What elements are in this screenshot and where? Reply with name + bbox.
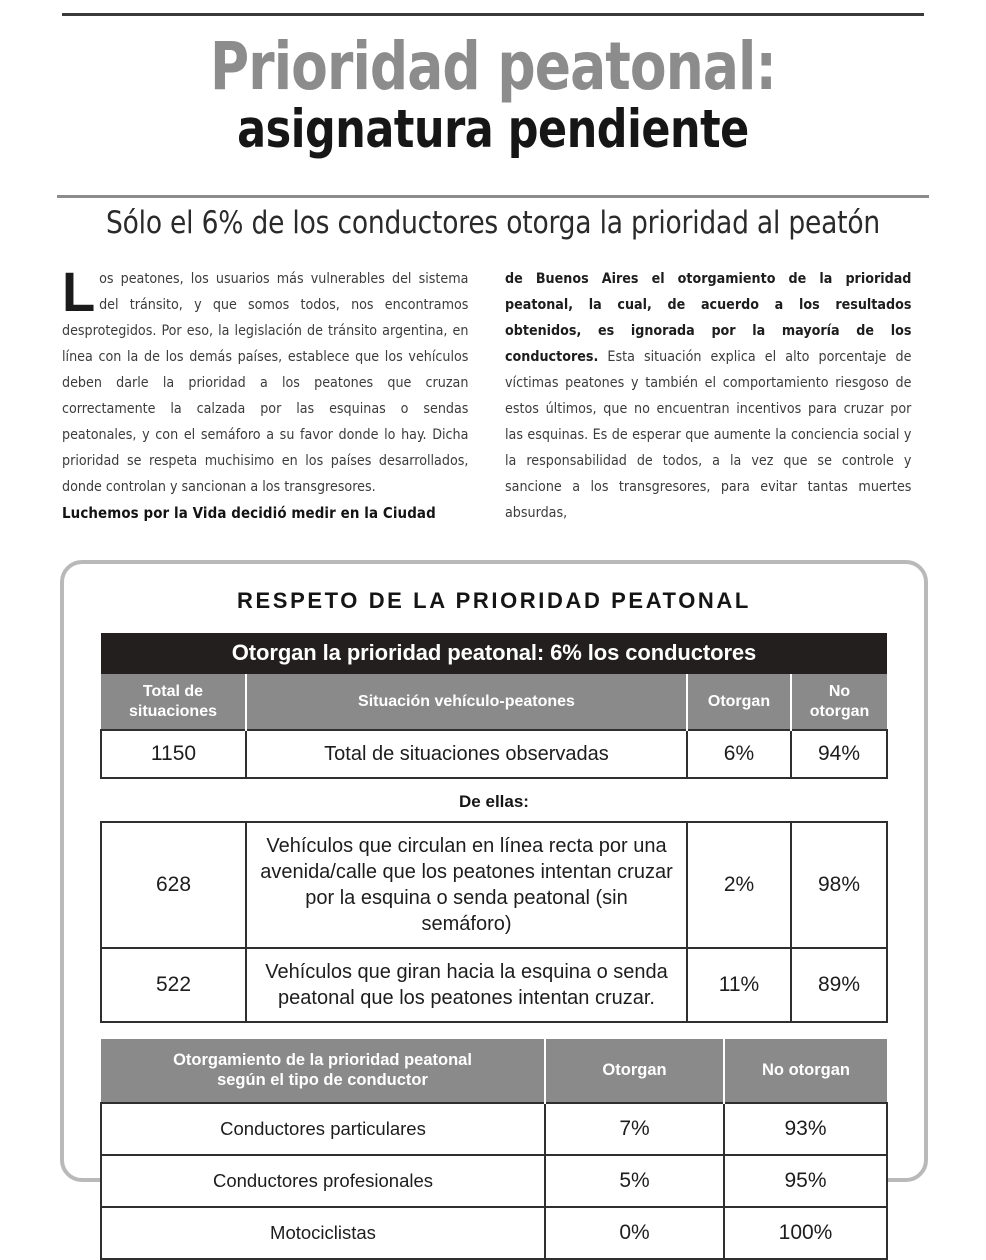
cell-situacion: Total de situaciones observadas bbox=[246, 730, 687, 778]
cell-otorgan: 5% bbox=[545, 1155, 724, 1207]
header-otorgamiento-tipo bbox=[101, 1039, 545, 1103]
headline-line-2: asignatura pendiente bbox=[237, 99, 749, 160]
drop-cap: L bbox=[62, 260, 96, 323]
headline-line-1: Prioridad peatonal: bbox=[210, 28, 776, 105]
header-total-line2: situaciones bbox=[128, 702, 217, 720]
cell-otorgan: 2% bbox=[687, 822, 791, 948]
cell-tipo-conductor: Motociclistas bbox=[101, 1207, 545, 1259]
cell-no-otorgan: 95% bbox=[724, 1155, 887, 1207]
de-ellas-label: De ellas: bbox=[459, 792, 529, 812]
subtitle: Sólo el 6% de los conductores otorga la prioridad al peatón bbox=[105, 205, 880, 241]
cell-otorgan: 11% bbox=[687, 948, 791, 1022]
header-no-otorgan: No otorgan bbox=[724, 1039, 887, 1103]
cell-no-otorgan: 93% bbox=[724, 1103, 887, 1155]
header-no-otorgan-line1: No bbox=[828, 683, 851, 700]
cell-otorgan: 0% bbox=[545, 1207, 724, 1259]
table-situaciones bbox=[100, 633, 888, 779]
header-otorgan: Otorgan bbox=[687, 674, 791, 730]
cell-no-otorgan: 94% bbox=[791, 730, 887, 778]
header-otorgan: Otorgan bbox=[545, 1039, 724, 1103]
cell-otorgan: 6% bbox=[687, 730, 791, 778]
top-rule bbox=[62, 13, 924, 16]
table-row bbox=[101, 730, 887, 778]
header-otorgamiento-line1: Otorgamiento de la prioridad peatonal bbox=[173, 1051, 472, 1070]
header-total-situaciones bbox=[101, 674, 246, 730]
cell-no-otorgan: 89% bbox=[791, 948, 887, 1022]
masthead bbox=[0, 28, 986, 160]
cell-situacion: Vehículos que giran hacia la esquina o senda peatonal que los peatones intentan cruzar. bbox=[246, 948, 687, 1022]
table-detalle bbox=[100, 821, 888, 1023]
header-situacion: Situación vehículo-peatones bbox=[246, 674, 687, 730]
right-column-text: Esta situación explica el alto porcentaje de víctimas peatones y también el comportamiento riesgoso de estos últimos, que no encuentran incentivos para cruzar por las esquinas. Es de esperar que aumente la conciencia social y la responsabilidad de todos, a la vez que se controle y sancione a los transgresores, para evitar tantas muertes absurdas, bbox=[505, 347, 912, 521]
article-tagline: Luchemos por la Vida decidió medir en la Ciudad bbox=[62, 503, 436, 522]
table-banner-row bbox=[101, 633, 887, 674]
table-tipo-conductor bbox=[100, 1039, 888, 1260]
cell-tipo-conductor: Conductores particulares bbox=[101, 1103, 545, 1155]
header-no-otorgan-line2: otorgan bbox=[809, 702, 870, 720]
cell-no-otorgan: 100% bbox=[724, 1207, 887, 1259]
right-column-paragraph bbox=[505, 266, 911, 526]
subtitle-rule bbox=[57, 195, 929, 198]
cell-total: 628 bbox=[101, 822, 246, 948]
panel-title: RESPETO DE LA PRIORIDAD PEATONAL bbox=[237, 588, 751, 613]
table-header-row bbox=[101, 674, 887, 730]
table-row bbox=[101, 1207, 887, 1259]
header-no-otorgan bbox=[791, 674, 887, 730]
header-otorgamiento-line2: según el tipo de conductor bbox=[217, 1071, 428, 1090]
cell-total: 1150 bbox=[101, 730, 246, 778]
table-banner: Otorgan la prioridad peatonal: 6% los conductores bbox=[101, 633, 887, 674]
table-header-row bbox=[101, 1039, 887, 1103]
left-column-text: os peatones, los usuarios más vulnerables del sistema del tránsito, y que somos todos, nos encontramos desprotegidos. Por eso, la legislación de tránsito argentina, en línea con la de los demás países, establece que los vehículos deben darle la prioridad a los peatones que cruzan correctamente la calzada por las esquinas o sendas peatonales, y con el semáforo a su favor donde lo hay. Dicha prioridad se respeta muchisimo en los países desarrollados, donde controlan y sancionan a los transgresores. bbox=[62, 270, 469, 495]
cell-no-otorgan: 98% bbox=[791, 822, 887, 948]
cell-total: 522 bbox=[101, 948, 246, 1022]
cell-otorgan: 7% bbox=[545, 1103, 724, 1155]
cell-situacion: Vehículos que circulan en línea recta por una avenida/calle que los peatones intentan cruzar por la esquina o senda peatonal (sin semáforo) bbox=[246, 822, 687, 948]
article-body bbox=[62, 260, 924, 527]
header-total-line1: Total de bbox=[142, 683, 204, 700]
table-row bbox=[101, 1103, 887, 1155]
article-column-left bbox=[62, 260, 469, 527]
right-column-bold-lead: de Buenos Aires el otorgamiento de la prioridad peatonal, la cual, de acuerdo a los resultados obtenidos, es ignorada por la mayoría de los conductores. bbox=[505, 270, 912, 365]
table-row bbox=[101, 822, 887, 948]
left-column-paragraph bbox=[62, 260, 469, 500]
table-row bbox=[101, 1155, 887, 1207]
table-row bbox=[101, 948, 887, 1022]
article-column-right bbox=[505, 266, 911, 527]
results-panel bbox=[60, 560, 928, 1244]
cell-tipo-conductor: Conductores profesionales bbox=[101, 1155, 545, 1207]
